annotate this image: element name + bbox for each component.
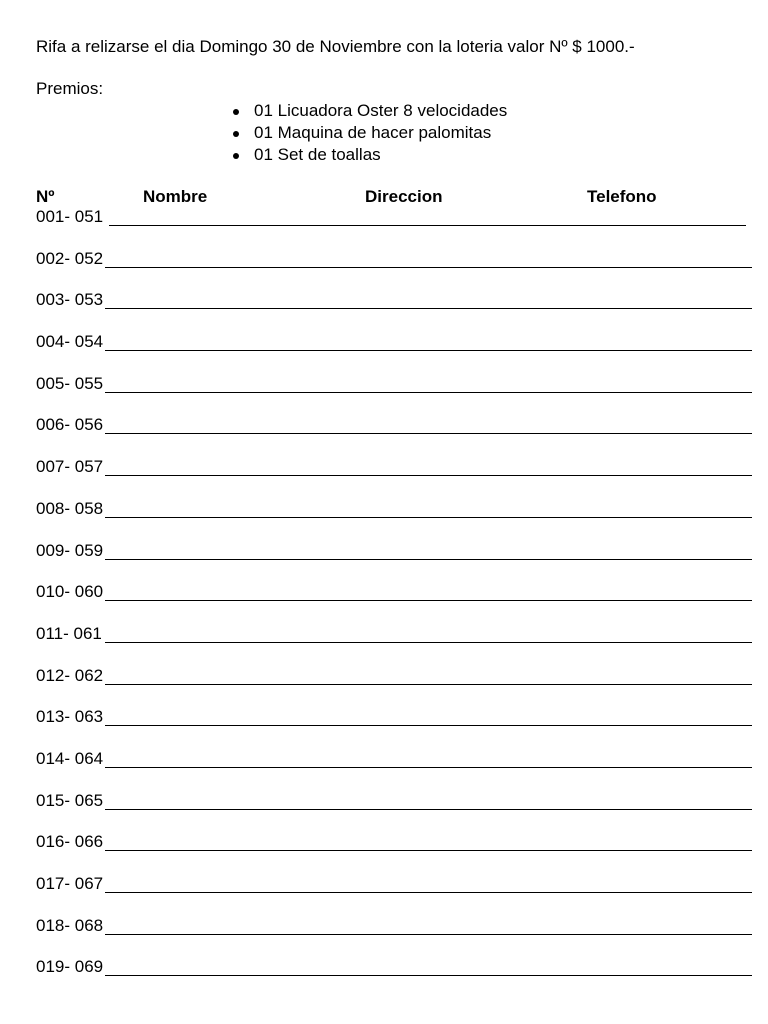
table-row [36,872,752,914]
prize-list [230,100,507,166]
column-header-number: Nº [36,187,55,206]
blank-fill-line[interactable] [105,725,752,726]
table-row [36,205,752,247]
blank-fill-line[interactable] [105,600,752,601]
column-header-phone: Telefono [587,187,657,206]
blank-fill-line[interactable] [105,850,752,851]
blank-fill-line[interactable] [105,892,752,893]
ticket-number-label: 008- 058 [36,498,104,518]
ticket-number-label: 009- 059 [36,540,104,560]
blank-fill-line[interactable] [105,308,752,309]
blank-fill-line[interactable] [105,809,752,810]
blank-fill-line[interactable] [105,475,752,476]
table-row [36,497,752,539]
ticket-number-label: 019- 069 [36,957,104,977]
prize-item: 01 Set de toallas [230,144,507,166]
blank-fill-line[interactable] [109,225,746,226]
blank-fill-line[interactable] [105,684,752,685]
ticket-number-label: 014- 064 [36,748,104,768]
ticket-number-label: 012- 062 [36,665,104,685]
blank-fill-line[interactable] [105,559,752,560]
column-header-address: Direccion [365,187,443,206]
raffle-intro-text: Rifa a relizarse el dia Domingo 30 de Noviembre con la loteria valor Nº $ 1000.- [36,37,635,56]
table-row [36,705,752,747]
prize-item: 01 Maquina de hacer palomitas [230,122,507,144]
ticket-number-label: 018- 068 [36,915,104,935]
ticket-number-label: 004- 054 [36,332,104,352]
ticket-rows [36,205,752,997]
column-header-name: Nombre [143,187,208,206]
table-row [36,413,752,455]
table-row [36,372,752,414]
blank-fill-line[interactable] [105,767,752,768]
table-row [36,622,752,664]
prize-item: 01 Licuadora Oster 8 velocidades [230,100,507,122]
ticket-number-label: 013- 063 [36,707,104,727]
table-row [36,330,752,372]
blank-fill-line[interactable] [105,934,752,935]
table-row [36,455,752,497]
ticket-number-label: 011- 061 [36,623,102,643]
blank-fill-line[interactable] [105,975,752,976]
prizes-label: Premios: [36,79,104,98]
table-row [36,747,752,789]
table-row [36,830,752,872]
ticket-number-label: 015- 065 [36,790,104,810]
ticket-number-label: 016- 066 [36,832,104,852]
table-row [36,580,752,622]
ticket-number-label: 002- 052 [36,248,104,268]
ticket-number-label: 005- 055 [36,373,104,393]
blank-fill-line[interactable] [105,433,752,434]
ticket-number-label: 010- 060 [36,582,104,602]
ticket-number-label: 017- 067 [36,874,104,893]
table-row [36,288,752,330]
blank-fill-line[interactable] [105,267,752,268]
blank-fill-line[interactable] [105,350,752,351]
blank-fill-line[interactable] [105,642,752,643]
ticket-number-label: 006- 056 [36,415,104,435]
table-row [36,955,752,997]
table-row [36,664,752,706]
table-row [36,247,752,289]
ticket-number-label: 007- 057 [36,457,104,477]
blank-fill-line[interactable] [105,517,752,518]
table-row [36,539,752,581]
table-row [36,789,752,831]
ticket-number-label: 003- 053 [36,290,104,310]
table-row [36,914,752,956]
ticket-number-label: 001- 051 [36,207,104,226]
blank-fill-line[interactable] [105,392,752,393]
